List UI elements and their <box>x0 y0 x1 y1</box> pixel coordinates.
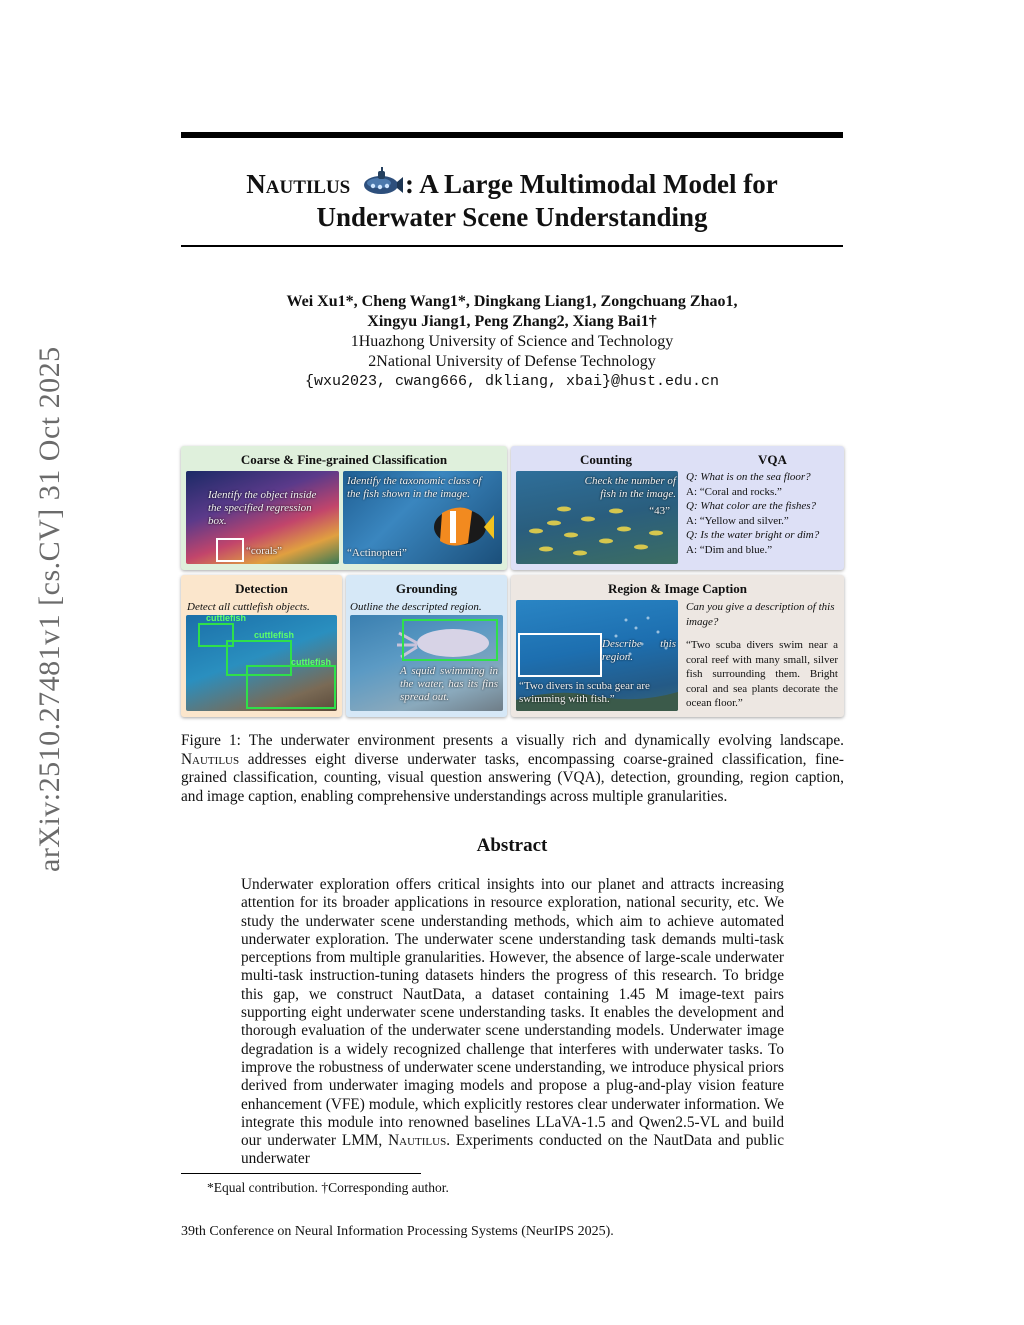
answer-image-caption: “Two scuba divers swim near a coral reef with many small, silver fish surrounding them. Bright coral and sea plants decorate the ocean floor.” <box>686 639 838 709</box>
panel-title-counting: Counting <box>579 452 633 467</box>
image-squid <box>350 615 503 711</box>
authors-line1: Wei Xu1*, Cheng Wang1*, Dingkang Liang1, Zongchuang Zhao1, <box>286 293 738 310</box>
footnote: *Equal contribution. †Corresponding author. <box>207 1180 449 1195</box>
panel-title-caption: Region & Image Caption <box>607 581 748 596</box>
region-caption-box <box>518 633 602 677</box>
prompt-grounding: Outline the descripted region. <box>350 601 482 613</box>
desc-grounding: A squid swimming in the water, has its fins spread out. <box>400 665 498 703</box>
panel-title-detection: Detection <box>235 581 288 596</box>
title-model-name: Nautilus <box>246 169 351 199</box>
panel-detection <box>181 575 342 717</box>
panel-classification <box>181 446 507 570</box>
prompt-region-caption: Describe this region. <box>602 638 676 663</box>
panel-grounding <box>346 575 507 717</box>
abstract-text-1: Underwater exploration offers critical insights into our planet and attracts increasing attention for its broader applications in resource exploration, national security, etc. We study the underwater scene understanding methods, which aim to achieve automated underwater exploration. The underwater scene understanding task demands multi-task perceptions from multiple granularities. However, the absence of large-scale underwater multi-task instruction-tuning datasets hinders the progress of this research. To bridge this gap, we construct NautData, a dataset containing <box>241 876 784 1003</box>
footnote-rule <box>181 1173 421 1174</box>
panel-title-grounding: Grounding <box>395 581 458 596</box>
image-fish-school <box>516 471 678 564</box>
title-rule-top <box>181 132 843 138</box>
vqa-question-2: Q: What color are the fishes? <box>686 500 817 512</box>
figure-1 <box>181 446 844 718</box>
arxiv-stamp: arXiv:2510.27481v1 [cs.CV] 31 Oct 2025 <box>33 346 66 872</box>
abstract-text-2: M image-text pairs supporting eight underwater scene understanding tasks. It enables the development and thorough evaluation of the underwater scene understanding models. Underwater image degradation is a widely recognized challenge that interferes with underwater tasks. To improve the robustness of underwater scene understanding, we introduce physical priors derived from underwater imaging models and propose a plug-and-play vision feature enhancement (VFE) module, which explicitly restores clear underwater information. We integrate this module into renowned baselines LLaVA-1.5 and Qwen2.5-VL and build our underwater LMM, <box>241 985 785 1150</box>
grounding-box <box>402 619 498 661</box>
caption-model-name: Nautilus <box>181 750 240 768</box>
vqa-question-3: Q: Is the water bright or dim? <box>686 529 820 541</box>
figure-caption <box>181 732 844 806</box>
vqa-answer-2: A: “Yellow and silver.” <box>686 514 789 527</box>
fish-shape <box>428 499 494 554</box>
paper-title <box>181 165 843 234</box>
affiliation-1: 1Huazhong University of Science and Technology <box>350 333 674 350</box>
vqa-list <box>686 470 841 557</box>
prompt-detection: Detect all cuttlefish objects. <box>187 601 310 613</box>
title-line1: : A Large Multimodal Model for <box>405 169 778 199</box>
region-box <box>216 538 244 562</box>
caption-label: Figure 1: <box>181 732 241 749</box>
abstract-text-3: . Experiments conducted on the NautData and public underwater <box>241 1132 784 1168</box>
title-rule-bottom <box>181 245 843 247</box>
abstract-body <box>241 876 784 1169</box>
caption-text-1: The underwater environment presents a visually rich and dynamically evolving landscape. <box>240 732 844 749</box>
authors-line2: Xingyu Jiang1, Peng Zhang2, Xiang Bai1† <box>367 313 657 330</box>
abstract-count: 1.45 <box>618 985 646 1003</box>
vqa-answer-1: A: “Coral and rocks.” <box>686 485 782 498</box>
panel-title-vqa: VQA <box>758 452 787 467</box>
prompt-classification-right: Identify the taxonomic class of the fish shown in the image. <box>347 475 482 500</box>
answer-classification-left: “corals” <box>246 545 283 557</box>
answer-counting: “43” <box>649 505 670 517</box>
affiliation-2: 2National University of Defense Technology <box>368 353 656 370</box>
panel-title-classification: Coarse & Fine-grained Classification <box>240 452 448 467</box>
detection-label-3: cuttlefish <box>291 657 332 667</box>
author-emails: {wxu2023, cwang666, dkliang, xbai}@hust.edu.cn <box>304 373 720 390</box>
vqa-question-1: Q: What is on the sea floor? <box>686 471 811 483</box>
venue-note: 39th Conference on Neural Information Processing Systems (NeurIPS 2025). <box>181 1224 614 1239</box>
image-divers <box>516 600 678 711</box>
panel-caption <box>511 575 844 717</box>
image-clownfish <box>343 471 502 564</box>
image-cuttlefish <box>186 615 337 711</box>
nautilus-submarine-icon <box>359 165 403 199</box>
abstract-heading: Abstract <box>476 835 548 856</box>
abstract-model-name: Nautilus <box>388 1132 447 1150</box>
detection-label-1: cuttlefish <box>206 615 247 623</box>
image-coral-reef <box>186 471 339 564</box>
panel-counting-vqa <box>511 446 844 570</box>
prompt-classification-left: Identify the object inside the specified regression box. <box>208 489 317 527</box>
prompt-image-caption: Can you give a description of this image? <box>686 601 835 628</box>
vqa-answer-3: A: “Dim and blue.” <box>686 543 773 556</box>
title-line2: Underwater Scene Understanding <box>316 202 708 232</box>
answer-classification-right: “Actinopteri” <box>347 547 407 559</box>
author-block <box>181 292 843 392</box>
answer-region-caption: “Two divers in scuba gear are swimming with fish.” <box>519 680 650 705</box>
caption-text-2: addresses eight diverse underwater tasks, encompassing coarse-grained classification, fine-grained classification, counting, visual question answering (VQA), detection, grounding, region caption, and image caption, enabling comprehensive understandings across multiple granularities. <box>181 750 844 805</box>
detection-box-3 <box>246 665 336 709</box>
detection-label-2: cuttlefish <box>254 630 295 640</box>
prompt-counting: Check the number of fish in the image. <box>584 475 676 500</box>
